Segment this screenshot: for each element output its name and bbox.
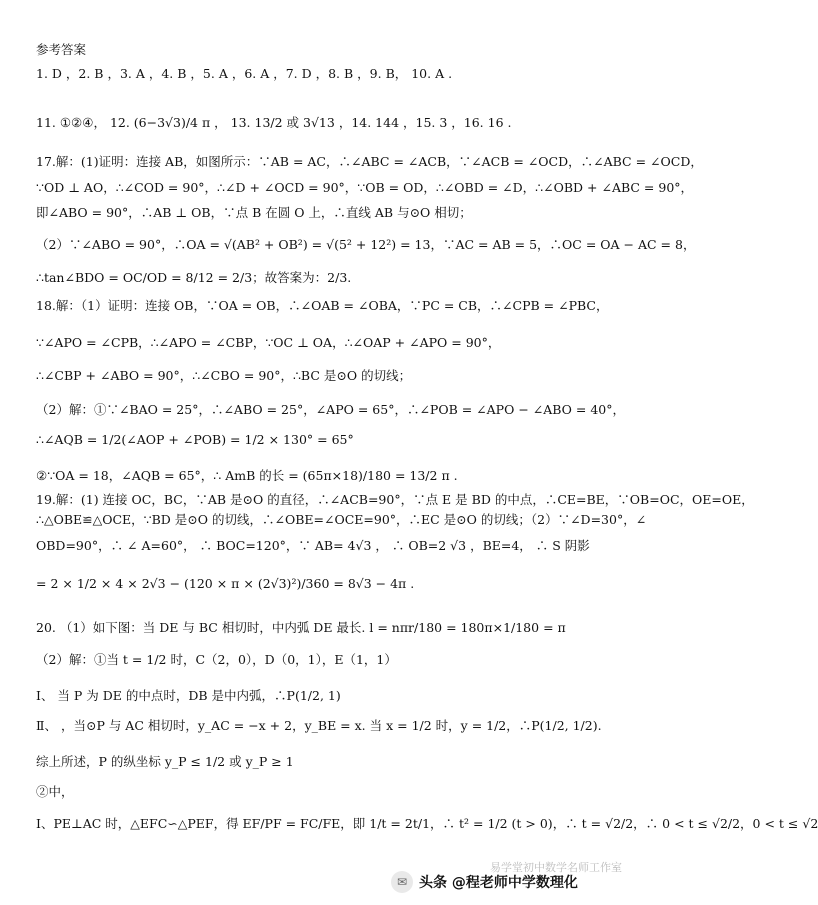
answer-line: 即∠ABO = 90°，∴AB ⊥ OB，∵点 B 在圆 O 上，∴直线 AB 与⊙O 相切； [36, 205, 472, 220]
answer-line: Ⅰ、PE⊥AC 时，△EFC∽△PEF，得 EF/PF = FC/FE，即 1/t = 2t/1，∴ t² = 1/2 (t > 0)，∴ t = √2/2，∴ 0 < t ≤ √2/2，0 < t ≤ √2 [36, 816, 818, 831]
answer-line: ∴∠CBP + ∠ABO = 90°，∴∠CBO = 90°，∴BC 是⊙O 的切线； [36, 368, 412, 383]
answer-line: 20. （1）如下图：当 DE 与 BC 相切时，中内弧 DE 最长. l = nπr/180 = 180π×1/180 = π [36, 620, 566, 635]
watermark-text: 头条 @程老师中学数理化 [419, 875, 578, 891]
answer-line: 1. D ，2. B ，3. A ，4. B ，5. A ，6. A ，7. D ，8. B ，9. B， 10. A . [36, 66, 453, 81]
answer-line: ②∵OA = 18，∠AQB = 65°，∴ AmB 的长 = (65π×18)/180 = 13/2 π . [36, 468, 458, 483]
answer-line: （2）∵∠ABO = 90°，∴OA = √(AB² + OB²) = √(5² + 12²) = 13，∵AC = AB = 5，∴OC = OA − AC = 8， [36, 237, 696, 252]
answer-line: 19.解：(1) 连接 OC，BC，∵AB 是⊙O 的直径，∴∠ACB=90°，∵点 E 是 BD 的中点，∴CE=BE，∵OB=OC，OE=OE， [36, 492, 754, 507]
answer-line: = 2 × 1/2 × 4 × 2√3 − (120 × π × (2√3)²)/360 = 8√3 − 4π . [36, 576, 415, 591]
page-title: 参考答案 [36, 42, 87, 57]
answer-line: ∴△OBE≌△OCE，∵BD 是⊙O 的切线，∴∠OBE=∠OCE=90°，∴EC 是⊙O 的切线；（2）∵∠D=30°，∠ [36, 512, 647, 527]
answer-line: ②中， [36, 784, 74, 799]
answer-line: ∴∠AQB = 1/2(∠AOP + ∠POB) = 1/2 × 130° = 65° [36, 432, 354, 447]
answer-line: （2）解：①∵∠BAO = 25°，∴∠ABO = 25°，∠APO = 65°，∴∠POB = ∠APO − ∠ABO = 40°， [36, 402, 626, 417]
answer-line: （2）解：①当 t = 1/2 时，C（2，0），D（0，1），E（1，1） [36, 652, 397, 667]
wechat-icon: ✉ [391, 871, 413, 893]
watermark-faint: 易学堂初中数学名师工作室 [490, 861, 622, 874]
answer-line: ∵OD ⊥ AO，∴∠COD = 90°，∴∠D + ∠OCD = 90°，∵OB = OD，∴∠OBD = ∠D，∴∠OBD + ∠ABC = 90°， [36, 180, 694, 195]
answer-line: 18.解：（1）证明：连接 OB，∵OA = OB，∴∠OAB = ∠OBA，∵PC = CB，∴∠CPB = ∠PBC， [36, 298, 609, 313]
answer-line: ∴tan∠BDO = OC/OD = 8/12 = 2/3；故答案为：2/3. [36, 270, 352, 285]
answer-line: Ⅱ、 ，当⊙P 与 AC 相切时，y_AC = −x + 2，y_BE = x. 当 x = 1/2 时，y = 1/2，∴P(1/2, 1/2). [36, 718, 602, 733]
watermark [391, 869, 626, 895]
answer-line: 综上所述，P 的纵坐标 y_P ≤ 1/2 或 y_P ≥ 1 [36, 754, 294, 769]
answer-line: OBD=90°，∴ ∠ A=60°， ∴ BOC=120°，∵ AB= 4√3 ， ∴ OB=2 √3 ，BE=4， ∴ S 阴影 [36, 538, 590, 553]
answer-line: ∵∠APO = ∠CPB，∴∠APO = ∠CBP，∵OC ⊥ OA，∴∠OAP + ∠APO = 90°， [36, 335, 501, 350]
answer-line: 11. ①②④， 12. (6−3√3)/4 π ， 13. 13/2 或 3√13 ，14. 144 ，15. 3 ，16. 16 . [36, 115, 512, 130]
answer-line: Ⅰ、 当 P 为 DE 的中点时，DB 是中内弧，∴P(1/2, 1) [36, 688, 341, 703]
answer-line: 17.解：(1)证明：连接 AB，如图所示：∵AB = AC，∴∠ABC = ∠ACB，∵∠ACB = ∠OCD，∴∠ABC = ∠OCD， [36, 154, 703, 169]
